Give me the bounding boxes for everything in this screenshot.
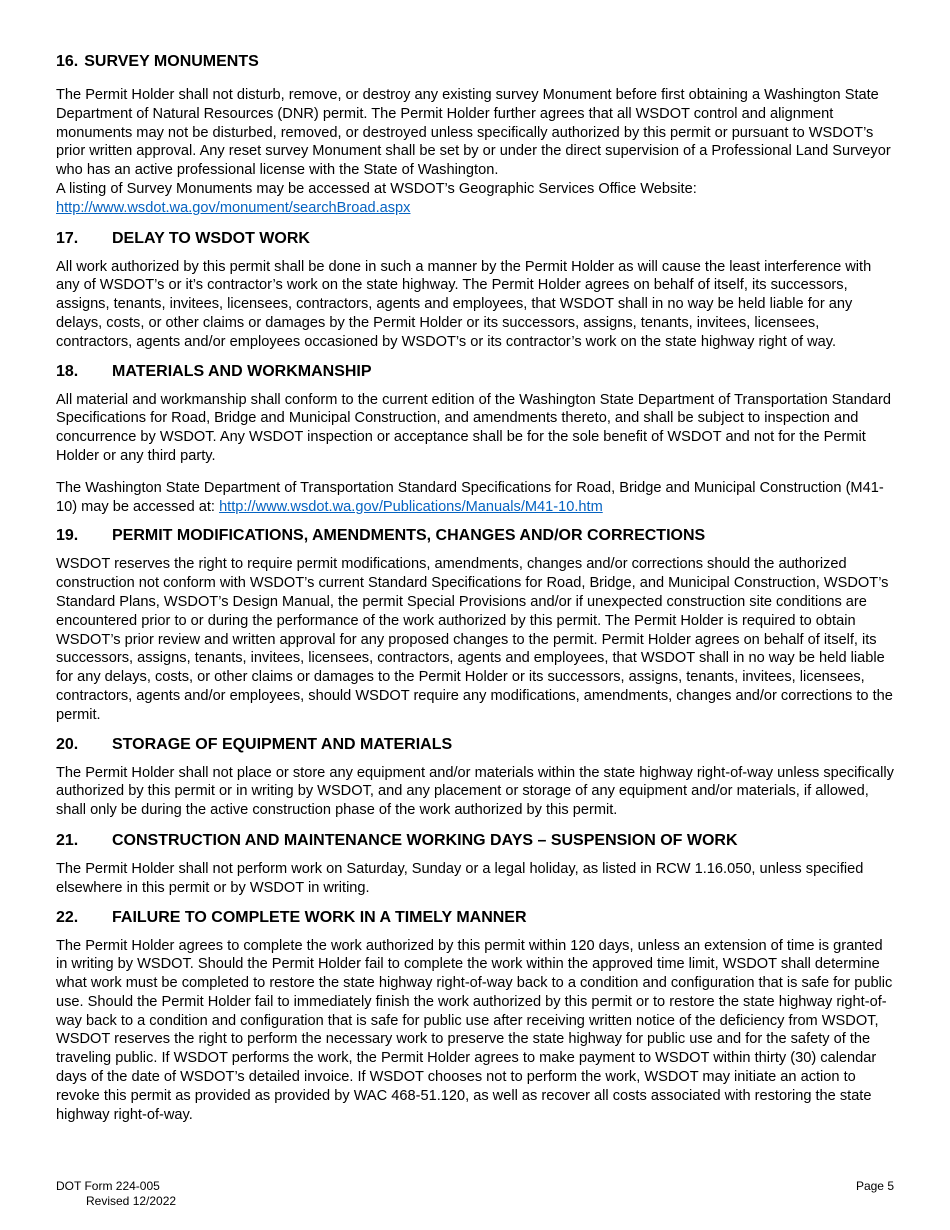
section-paragraph: All work authorized by this permit shall be done in such a manner by the Permit Holder as will cause the least interference with any of WSDOT’s or it’s contractor’s work on the state highway. The Permit Holder agrees on behalf of itself, its successors, assigns, tenants, invitees, licensees, contractors, agents and employees, that WSDOT shall in no way be held liable for any delays, costs, or other claims or damages by the Permit Holder or its successors, assigns, tenants, invitees, licensees, contractors, agents and/or employees occasioned by WSDOT’s or its contractor’s work on the state highway right of way. bbox=[56, 258, 872, 350]
section-number: 21. bbox=[56, 831, 79, 849]
section-18 bbox=[56, 362, 896, 517]
document-page bbox=[56, 52, 896, 1124]
section-heading bbox=[56, 362, 896, 382]
section-title: STORAGE OF EQUIPMENT AND MATERIALS bbox=[112, 735, 453, 753]
section-paragraph: The Permit Holder agrees to complete the work authorized by this permit within 120 days, unless an extension of time is granted in writing by WSDOT. Should the Permit Holder fail to complete the work within the approved time limit, WSDOT shall determine what work must be completed to restore the state highway right-of-way back to a condition and configuration that is safe for public use. Should the Permit Holder fail to immediately finish the work authorized by this permit or to restore the state highway right-of-way back to a condition and configuration that is safe for public use after receiving written notice of the deficiency from WSDOT, WSDOT reserves the right to perform the necessary work to preserve the state highway for public use and for the safety of the traveling public. If WSDOT performs the work, the Permit Holder agrees to make payment to WSDOT within thirty (30) calendar days of the date of WSDOT’s detailed invoice. If WSDOT chooses not to perform the work, WSDOT may initiate an action to revoke this permit as provided as provided by WAC 468-51.120, as well as recover all costs associated with restoring the state highway right-of-way. bbox=[56, 937, 893, 1123]
page-number: Page 5 bbox=[855, 1179, 894, 1193]
section-paragraph: All material and workmanship shall conform to the current edition of the Washington State Department of Transportation Standard Specifications for Road, Bridge and Municipal Construction, and amendments thereto, and shall be subject to inspection and concurrence by WSDOT. Any WSDOT inspection or acceptance shall be for the sole benefit of WSDOT and not for the Permit Holder or any third party. bbox=[56, 391, 891, 464]
section-17 bbox=[56, 229, 896, 352]
section-heading bbox=[56, 229, 896, 249]
section-paragraph: The Permit Holder shall not place or store any equipment and/or materials within the state highway right-of-way unless specifically authorized by this permit or in writing by WSDOT, and any placement or storage of any equipment and/or materials, if allowed, shall only be during the active construction phase of the work authorized by this permit. bbox=[56, 764, 894, 819]
footer-form-info bbox=[56, 1179, 176, 1209]
section-number: 18. bbox=[56, 362, 79, 380]
section-number: 17. bbox=[56, 229, 79, 247]
section-paragraph: WSDOT reserves the right to require permit modifications, amendments, changes and/or corrections should the authorized construction not conform with WSDOT’s current Standard Specifications for Road, Bridge, and Municipal Construction, WSDOT’s Standard Plans, WSDOT’s Design Manual, the permit Special Provisions and/or if unexpected construction site conditions are encountered prior to or during the performance of the work authorized by this permit. The Permit Holder is required to obtain WSDOT’s prior review and written approval for any proposed changes to the permit. Permit Holder agrees on behalf of itself, its successors, assigns, tenants, invitees, licensees, contractors, agents and employees, that WSDOT shall in no way be held liable for any delays, costs, or other claims or damages to the Permit Holder or its successors, assigns, tenants, invitees, licensees, contractors, agents and/or employees, should WSDOT require any modifications, amendments, changes and/or corrections to the permit. bbox=[56, 556, 893, 723]
section-19 bbox=[56, 526, 896, 724]
section-heading bbox=[56, 908, 896, 928]
section-title: CONSTRUCTION AND MAINTENANCE WORKING DAYS – SUSPENSION OF WORK bbox=[112, 831, 738, 849]
section-paragraph bbox=[56, 479, 896, 517]
section-number: 19. bbox=[56, 527, 79, 545]
section-20 bbox=[56, 735, 896, 820]
section-21 bbox=[56, 831, 896, 898]
section-heading bbox=[56, 735, 896, 755]
section-heading bbox=[56, 52, 896, 72]
section-number: 16. bbox=[56, 53, 79, 70]
section-paragraph: A listing of Survey Monuments may be accessed at WSDOT’s Geographic Services Office Website: bbox=[56, 180, 697, 197]
section-title: FAILURE TO COMPLETE WORK IN A TIMELY MANNER bbox=[112, 908, 527, 926]
section-heading bbox=[56, 526, 896, 546]
section-paragraph: The Permit Holder shall not disturb, remove, or destroy any existing survey Monument before first obtaining a Washington State Department of Natural Resources (DNR) permit. The Permit Holder further agrees that all WSDOT control and alignment monuments may not be disturbed, removed, or destroyed unless specifically authorized by this permit or pursuant to WSDOT’s prior written approval. Any reset survey Monument shall be set by or under the direct supervision of a Professional Land Surveyor who has an active professional license with the State of Washington. bbox=[56, 87, 891, 179]
paragraph-text: The Washington State Department of Transportation Standard Specifications for Road, Bridge and Municipal Construction (M41-10) may be accessed at: bbox=[56, 479, 884, 515]
form-number: DOT Form 224-005 bbox=[56, 1179, 160, 1193]
section-number: 20. bbox=[56, 735, 79, 753]
section-paragraph bbox=[56, 199, 896, 218]
survey-monuments-link[interactable]: http://www.wsdot.wa.gov/monument/searchBroad.aspx bbox=[56, 199, 411, 216]
section-16 bbox=[56, 52, 896, 218]
section-title: DELAY TO WSDOT WORK bbox=[112, 229, 310, 247]
revision-date: Revised 12/2022 bbox=[86, 1194, 177, 1208]
section-title: SURVEY MONUMENTS bbox=[84, 53, 259, 70]
standard-specifications-link[interactable]: http://www.wsdot.wa.gov/Publications/Manuals/M41-10.htm bbox=[219, 498, 603, 515]
section-title: PERMIT MODIFICATIONS, AMENDMENTS, CHANGES AND/OR CORRECTIONS bbox=[112, 527, 706, 545]
section-22 bbox=[56, 908, 896, 1125]
section-heading bbox=[56, 831, 896, 851]
section-number: 22. bbox=[56, 908, 79, 926]
section-paragraph: The Permit Holder shall not perform work on Saturday, Sunday or a legal holiday, as listed in RCW 1.16.050, unless specified elsewhere in this permit or by WSDOT in writing. bbox=[56, 860, 864, 896]
section-title: MATERIALS AND WORKMANSHIP bbox=[112, 362, 372, 380]
